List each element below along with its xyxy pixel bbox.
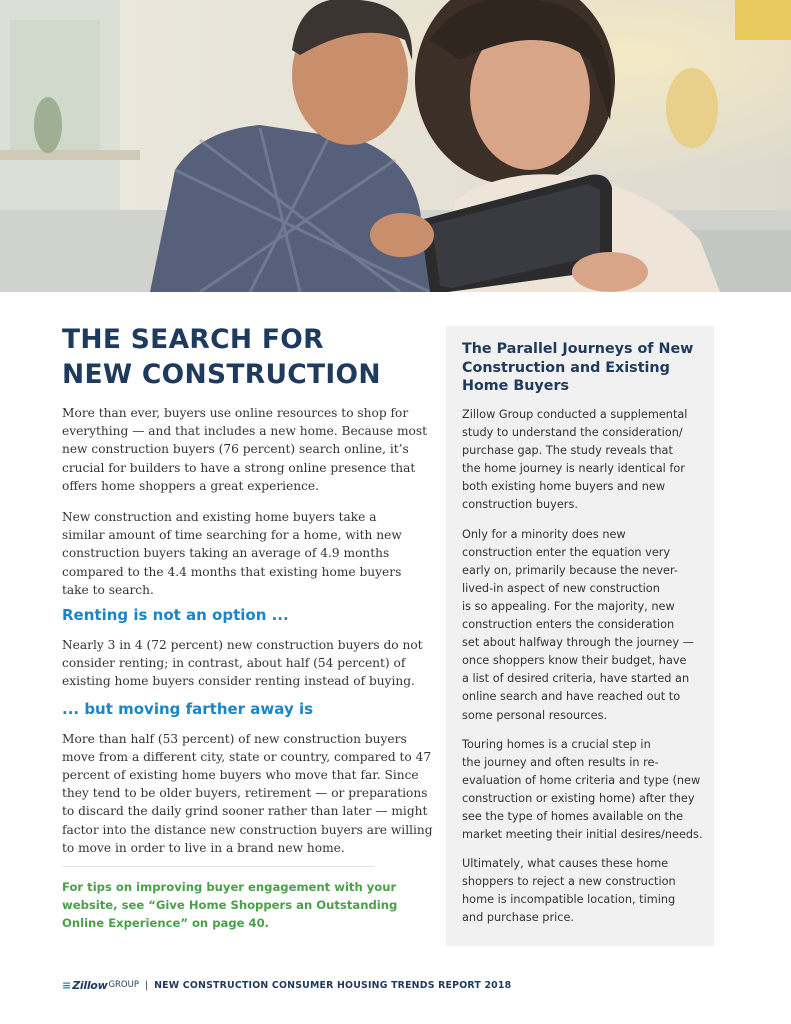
text-line: to discard the daily grind sooner rather than later — might [62, 804, 428, 819]
sidebar-paragraph-1 [462, 406, 710, 515]
text-line: a list of desired criteria, have started an [462, 672, 690, 686]
text-line: is so appealing. For the majority, new [462, 599, 675, 613]
page-title [62, 322, 422, 392]
text-line: similar amount of time searching for a home, with new [62, 528, 402, 543]
sidebar-paragraph-4 [462, 855, 710, 927]
text-line: home is incompatible location, timing [462, 893, 676, 907]
moving-paragraph [62, 730, 433, 857]
text-line: move from a different city, state or country, compared to 47 [62, 749, 432, 764]
page-footer [62, 977, 511, 993]
tip-callout [62, 878, 398, 932]
logo-wordmark: Zillow [72, 978, 108, 992]
text-line: Online Experience” on page 40. [62, 916, 270, 930]
text-line: More than half (53 percent) of new construction buyers [62, 731, 407, 746]
report-title: NEW CONSTRUCTION CONSUMER HOUSING TRENDS REPORT 2018 [154, 979, 512, 991]
main-column [62, 404, 433, 857]
sidebar-box [446, 326, 714, 946]
zillow-z-icon: ≡ [62, 978, 72, 992]
text-line: some personal resources. [462, 708, 608, 722]
title-line: Construction and Existing [462, 359, 670, 376]
text-line: existing home buyers consider renting instead of buying. [62, 674, 415, 689]
renting-paragraph [62, 636, 423, 691]
text-line: the journey and often results in re- [462, 755, 659, 769]
intro-paragraph-1 [62, 404, 428, 495]
text-line: set about halfway through the journey — [462, 636, 694, 650]
text-line: More than ever, buyers use online resources to shop for [62, 406, 409, 420]
text-line: Ultimately, what causes these home [462, 857, 669, 871]
text-line: shoppers to reject a new construction [462, 875, 676, 889]
zillow-group-logo [62, 979, 139, 992]
sidebar-paragraph-3 [462, 736, 710, 845]
text-line: website, see “Give Home Shoppers an Outstanding [62, 898, 398, 912]
text-line: compared to the 4.4 months that existing home buyers [62, 564, 402, 579]
text-line: New construction and existing home buyers take a [62, 510, 377, 525]
text-line: Touring homes is a crucial step in [462, 737, 651, 751]
text-line: consider renting; in contrast, about half (54 percent) of [62, 656, 406, 671]
text-line: factor into the distance new construction buyers are willing [62, 822, 433, 837]
intro-paragraph-2 [62, 508, 402, 599]
text-line: percent of existing home buyers who move that far. Since [62, 768, 419, 783]
text-line: new construction buyers (76 percent) search online, it’s [62, 442, 409, 457]
text-line: Nearly 3 in 4 (72 percent) new construction buyers do not [62, 638, 423, 653]
hero-photo [0, 0, 791, 292]
title-line: The Parallel Journeys of New [462, 341, 694, 357]
couple-with-tablet-photo-icon [0, 0, 791, 292]
text-line: lived-in aspect of new construction [462, 581, 660, 595]
text-line: everything — and that includes a new home. Because most [62, 424, 428, 439]
text-line: study to understand the consideration/ [462, 426, 683, 440]
text-line: construction enters the consideration [462, 618, 675, 632]
text-line: see the type of homes available on the [462, 809, 684, 823]
title-line: Home Buyers [462, 378, 570, 394]
text-line: construction enter the equation very [462, 545, 671, 559]
text-line: For tips on improving buyer engagement with your [62, 880, 397, 894]
text-line: to move in order to live in a brand new home. [62, 840, 345, 855]
text-line: early on, primarily because the never- [462, 563, 678, 577]
title-line: NEW CONSTRUCTION [62, 359, 381, 390]
text-line: and purchase price. [462, 911, 574, 925]
text-line: evaluation of home criteria and type (new [462, 773, 701, 787]
text-line: construction or existing home) after they [462, 791, 695, 805]
text-line: market meeting their initial desires/needs. [462, 828, 703, 842]
divider [62, 866, 374, 867]
text-line: they tend to be older buyers, retirement — or preparations [62, 786, 428, 801]
title-line: THE SEARCH FOR [62, 324, 324, 355]
text-line: Zillow Group conducted a supplemental [462, 408, 688, 421]
footer-separator: | [144, 979, 149, 991]
text-line: construction buyers taking an average of 4.9 months [62, 546, 390, 561]
text-line: take to search. [62, 582, 154, 597]
text-line: online search and have reached out to [462, 690, 681, 704]
text-line: offers home shoppers a great experience. [62, 478, 320, 493]
logo-group-text: GROUP [108, 980, 139, 990]
text-line: once shoppers know their budget, have [462, 654, 687, 668]
sidebar-paragraph-2 [462, 526, 710, 725]
text-line: Only for a minority does new [462, 527, 626, 541]
text-line: construction buyers. [462, 498, 578, 512]
text-line: both existing home buyers and new [462, 480, 666, 494]
text-line: purchase gap. The study reveals that [462, 444, 673, 458]
sidebar-title [462, 340, 710, 396]
text-line: crucial for builders to have a strong online presence that [62, 460, 416, 475]
renting-heading: Renting is not an option ... [62, 606, 289, 625]
text-line: the home journey is nearly identical for [462, 462, 685, 476]
sidebar-body [462, 406, 710, 939]
moving-heading: ... but moving farther away is [62, 699, 314, 718]
